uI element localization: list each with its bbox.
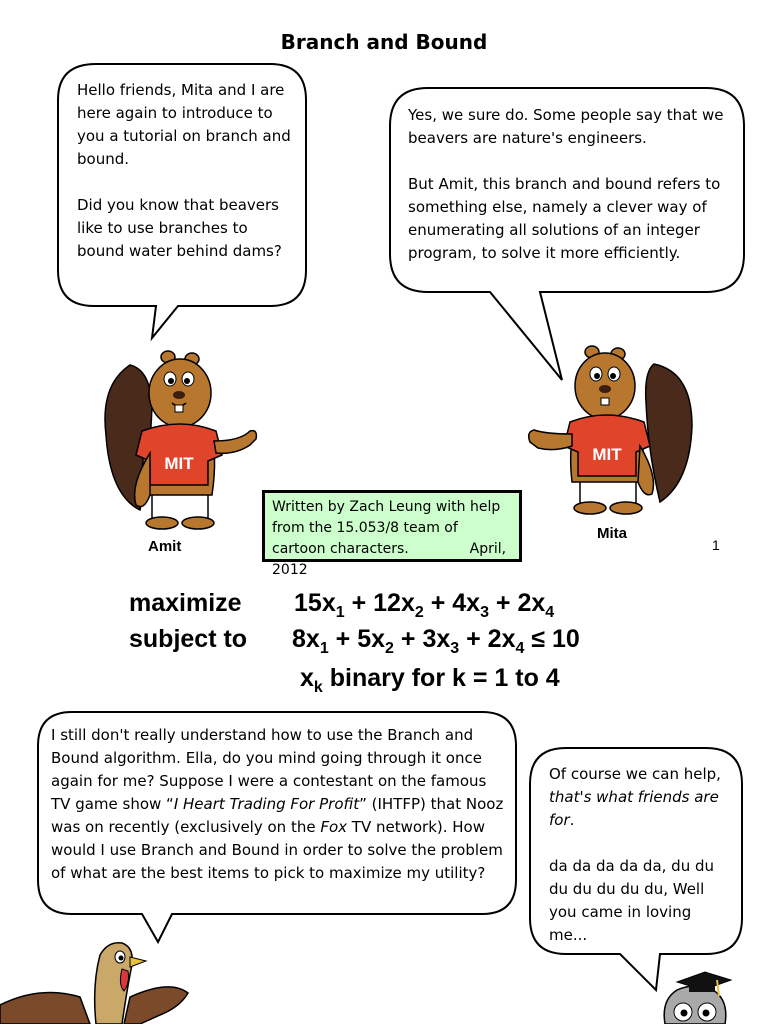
subject-to-label: subject to bbox=[129, 625, 248, 653]
turkey-illustration bbox=[0, 935, 200, 1024]
bubble-1-text bbox=[77, 79, 293, 263]
mita-shirt-text: MIT bbox=[592, 445, 622, 464]
bubble-4-paragraph-2: da da da da da, du du du du du du du, Well you came in loving me... bbox=[549, 857, 714, 944]
binary-constraint: $x_k$ binary for k = 1 to 4 bbox=[300, 664, 560, 696]
bubble-2-text bbox=[408, 104, 726, 265]
network-name: Fox bbox=[320, 818, 348, 836]
owl-illustration bbox=[655, 970, 735, 1024]
credit-text: Written by Zach Leung with help from the 15.053/8 team of cartoon characters. bbox=[272, 499, 501, 557]
bubble-4-paragraph-1: Of course we can help, that's what friends are for. bbox=[549, 765, 721, 829]
credit-box bbox=[262, 490, 522, 578]
objective-function: $15x_1 + 12x_2 + 4x_3 + 2x_4$ bbox=[294, 589, 555, 621]
bubble-1-paragraph-2: Did you know that beavers like to use branches to bound water behind dams? bbox=[77, 196, 282, 260]
bubble-3-text: I still don't really understand how to use the Branch and Bound algorithm. Ella, do you mind going through it once again for me? Suppose I were a contestant on the famous TV game show “I Heart Trading For Profit” (IHTFP) that Nooz was on recently (exclusively on the Fox TV network). How would I use Branch and Bound in order to solve the problem of what are the best items to pick to maximize my utility? bbox=[51, 726, 504, 882]
show-title: I Heart Trading For Profit bbox=[173, 795, 360, 813]
bubble-1-paragraph-1: Hello friends, Mita and I are here again to introduce to you a tutorial on branch and bound. bbox=[77, 81, 291, 168]
amit-beaver-illustration bbox=[100, 345, 260, 530]
mita-beaver-illustration bbox=[524, 342, 704, 522]
bubble-2-paragraph-1: Yes, we sure do. Some people say that we beavers are nature's engineers. bbox=[408, 106, 724, 147]
maximize-label: maximize bbox=[129, 589, 242, 617]
constraint: $8x_1 + 5x_2 + 3x_3 + 2x_4 \le 10$ bbox=[292, 625, 580, 657]
page-number: 1 bbox=[712, 537, 720, 553]
amit-shirt-text: MIT bbox=[164, 454, 194, 473]
page-title: Branch and Bound bbox=[280, 30, 488, 54]
credit-date: April, 2012 bbox=[272, 541, 507, 578]
bubble-4-text bbox=[549, 763, 729, 947]
bubble-2-paragraph-2: But Amit, this branch and bound refers to something else, namely a clever way of enumerating all solutions of an integer program, to solve it more efficiently. bbox=[408, 175, 721, 262]
mita-name-label: Mita bbox=[597, 525, 627, 542]
amit-name-label: Amit bbox=[148, 538, 182, 555]
